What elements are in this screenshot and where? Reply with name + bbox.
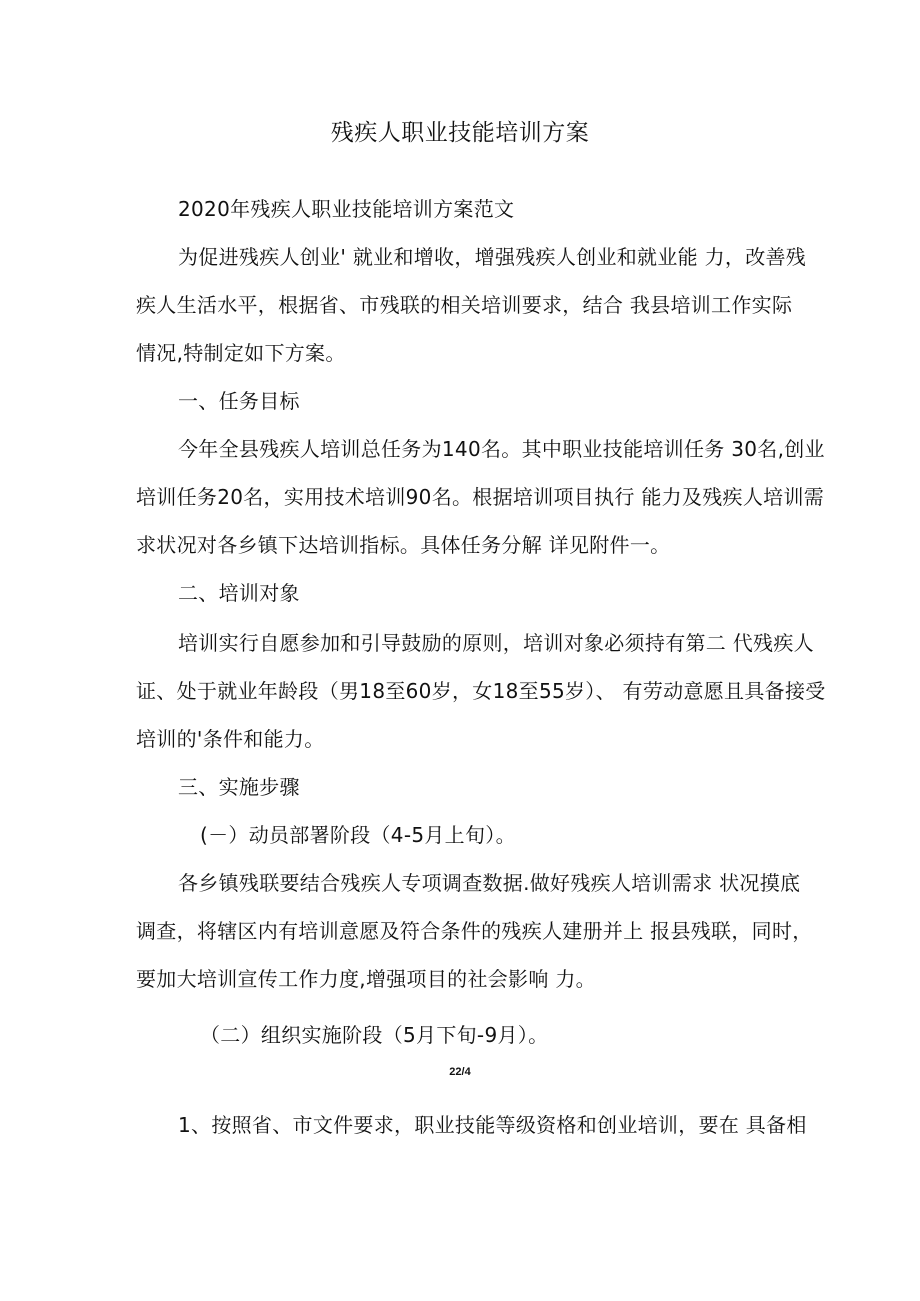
item-1-line: 1、按照省、市文件要求，职业技能等级资格和创业培训，要在 具备相 bbox=[178, 1113, 807, 1137]
section2-line-2: 证、处于就业年龄段（男18至60岁，女18至55岁）、 有劳动意愿且具备接受 bbox=[136, 679, 826, 703]
section2-line-3: 培训的'条件和能力。 bbox=[136, 727, 325, 751]
section2-heading: 二、培训对象 bbox=[178, 581, 300, 605]
stage1-line-1: 各乡镇残联要结合残疾人专项调查数据.做好残疾人培训需求 状况摸底 bbox=[178, 871, 801, 895]
section1-line-3: 求状况对各乡镇下达培训指标。具体任务分解 详见附件一。 bbox=[136, 533, 671, 557]
document-subtitle: 2020年残疾人职业技能培训方案范文 bbox=[178, 197, 515, 221]
section1-line-1: 今年全县残疾人培训总任务为140名。其中职业技能培训任务 30名,创业 bbox=[178, 437, 825, 461]
stage1-line-3: 要加大培训宣传工作力度,增强项目的社会影响 力。 bbox=[136, 967, 596, 991]
section3-heading: 三、实施步骤 bbox=[178, 775, 300, 799]
page-number: 22/4 bbox=[449, 1066, 471, 1078]
section2-line-1: 培训实行自愿参加和引导鼓励的原则，培训对象必须持有第二 代残疾人 bbox=[178, 631, 814, 655]
intro-line-2: 疾人生活水平，根据省、市残联的相关培训要求，结合 我县培训工作实际 bbox=[136, 293, 793, 317]
stage2-heading: （二）组织实施阶段（5月下旬-9月）。 bbox=[200, 1023, 549, 1047]
stage1-line-2: 调查，将辖区内有培训意愿及符合条件的残疾人建册并上 报县残联，同时， bbox=[136, 919, 813, 943]
document-title: 残疾人职业技能培训方案 bbox=[330, 120, 590, 146]
stage1-heading: (－）动员部署阶段（4-5月上旬）。 bbox=[200, 823, 516, 847]
intro-line-3: 情况,特制定如下方案。 bbox=[136, 341, 346, 365]
intro-line-1: 为促进残疾人创业' 就业和增收，增强残疾人创业和就业能 力，改善残 bbox=[178, 245, 807, 269]
section1-heading: 一、任务目标 bbox=[178, 389, 300, 413]
section1-line-2: 培训任务20名，实用技术培训90名。根据培训项目执行 能力及残疾人培训需 bbox=[136, 485, 825, 509]
